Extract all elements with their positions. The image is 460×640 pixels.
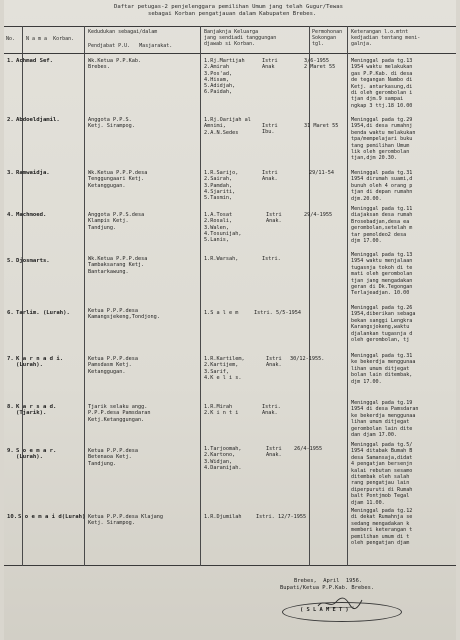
signer-name: ( S L A M E T ) bbox=[300, 607, 349, 613]
row-keterangan: Meninggal pada tg.12 di dekat Rumahnja se sedang mengadakan k memberi keterangan t pemilihan umum di t oleh pengatjan djam bbox=[351, 508, 413, 547]
header-keterangan-2: kedjadian tentang meni- bbox=[351, 35, 421, 41]
header-permohonan-2: Sokongan bbox=[312, 35, 337, 41]
row-keterangan: Meninggal pada tg.26 1954,diberikan sebaga bekan sanggi Lengkra Karangsjokeng,waktu djalankan tugasnja d oleh gerombolan, tj bbox=[351, 305, 416, 344]
row-kedudukan: Tjarik selaku angg. P.P.P.desa Pamsdaran Ketj.Ketanggungan. bbox=[88, 404, 151, 423]
row-status: Istri Anak. bbox=[266, 356, 282, 369]
row-tanggal: 29/11-54 bbox=[309, 170, 334, 176]
header-nama: N a m a Korban. bbox=[26, 36, 75, 42]
row-status: Istri. Anak. bbox=[262, 404, 281, 417]
row-status: Istri Anak bbox=[262, 58, 278, 71]
row-keterangan: Meninggal pada tg.11 diajaksan desa rumah Brosebadjan,desa ea gerombolan,setelah m tar pemoldeo2 desa djm 17.00. bbox=[351, 206, 413, 245]
row-kedudukan: Ketua P.P.P.desa Kamangsjekeng,Tondjong. bbox=[88, 308, 160, 321]
row-keluarga: 1.Rj.Martijah 2.Amirah 3.Pos'ad, 4.Hisam, 5.Adidjah, 6.Paidah, bbox=[204, 58, 245, 96]
header-keluarga-1: Banjaknja Keluarga bbox=[204, 29, 259, 35]
row-keterangan: Meninggal pada tg.29 1954,di desa rumahnj benda waktu melakukan tpa/mempelajari buku tang pemilihan Umum lik oleh gerombolan tjan,djm 20.30. bbox=[351, 117, 416, 162]
row-keluarga: 1.R.Sarijo, 2.Sairah, 3.Pamdah, 4.Sjariti, 5.Tasmin, bbox=[204, 170, 239, 202]
col-divider-4 bbox=[309, 26, 310, 566]
row-kedudukan: Wk.Ketua P.P.P.desa Tenggungaari Ketj. Ketanggugan. bbox=[88, 170, 148, 189]
row-nama: S o e m a i d(Lurah) bbox=[18, 514, 86, 520]
row-keluarga: 1.Rj.Oarijah al Amnimi, 2.A.N.Sedes bbox=[204, 117, 251, 136]
row-keterangan: Meninggal pada tg.19 1954 di desa Pamsdaran ke bekerdja menggunaa lihan umum ditjegat gerombolan lain dite dan djam 17.00. bbox=[351, 400, 419, 439]
header-kedudukan-1: Kedudukan sebagai/dalam bbox=[88, 29, 158, 35]
row-nama: Ramwaidja. bbox=[16, 170, 50, 176]
row-status: Istri Anak. bbox=[266, 446, 282, 459]
row-no: 4. bbox=[7, 212, 14, 218]
col-divider-1 bbox=[22, 26, 23, 566]
row-status: Istri. bbox=[256, 514, 275, 520]
row-tanggal: 12/7-1955 bbox=[278, 514, 307, 520]
row-keterangan: Meninggal pada tg.13 1954 waktu melakukan gas P.P.Kab. di desa de tegangan Nambo di Ketj. antarkasung,di di oleh gerombolan i tjan djm.9 sampai ngkap 3 ttj.18 10.00 bbox=[351, 58, 413, 109]
header-bottom-rule bbox=[4, 53, 456, 54]
row-status: Istri Anak. bbox=[266, 212, 282, 225]
row-no: 6. bbox=[7, 310, 14, 316]
row-status: Istri Ibu. bbox=[262, 123, 278, 136]
row-tanggal: 3/6-1955 2 Maret 55 bbox=[304, 58, 336, 71]
header-no: No. bbox=[6, 36, 16, 42]
row-keluarga: 1.R.Djumilah bbox=[204, 514, 242, 520]
document-title bbox=[114, 4, 414, 18]
signer-title: Bupati/Ketua P.P.Kab. Brebes. bbox=[280, 585, 375, 591]
row-nama: K a r n a d i. (Lurah). bbox=[16, 356, 64, 369]
header-keterangan-1: Keterangan l.o.mtnt bbox=[351, 29, 409, 35]
row-no: 2. bbox=[7, 117, 14, 123]
row-tanggal: 5/5-1954 bbox=[276, 310, 301, 316]
row-kedudukan: Ketua P.P.P.desa Klajang Ketj. Sirampog. bbox=[88, 514, 163, 527]
col-divider-3 bbox=[200, 26, 201, 566]
row-nama: Abdoeldjamil. bbox=[16, 117, 60, 123]
paper-sheet bbox=[4, 0, 456, 640]
place-date: Brebes, April 1956. bbox=[294, 578, 363, 584]
row-tanggal: 30/12-1955. bbox=[290, 356, 325, 362]
row-no: 10. bbox=[7, 514, 18, 520]
row-kedudukan: Ketua P.P.P.desa Betenaoa Ketj. Tandjung. bbox=[88, 448, 138, 467]
row-kedudukan: Wk.Ketua P.P.Kab. Brebes. bbox=[88, 58, 142, 71]
header-kedudukan-2: Pendjabat P.U. Masjarakat. bbox=[88, 43, 173, 49]
row-nama: S o e m a r. (Lurah). bbox=[16, 448, 57, 461]
row-no: 3. bbox=[7, 170, 14, 176]
title-line-2: sebagai Korban pengatjauan dalam Kabupaten Brebes. bbox=[148, 11, 317, 17]
table-bottom-rule bbox=[4, 565, 456, 566]
row-keluarga: 1.S a l e m bbox=[204, 310, 239, 316]
row-tanggal: 26/4-1955 bbox=[294, 446, 323, 452]
row-no: 1. bbox=[7, 58, 14, 64]
row-status: Istri Anak. bbox=[262, 170, 278, 183]
row-nama: Machmoed. bbox=[16, 212, 47, 218]
table-top-rule bbox=[4, 26, 456, 27]
row-tanggal: 29/4-1955 bbox=[304, 212, 333, 218]
title-line-1: Daftar petugas-2 penjelenggara pemilihan Umum jang telah Gugur/Tewas bbox=[114, 4, 344, 10]
header-keterangan-3: galnja. bbox=[351, 41, 373, 47]
header-permohonan-1: Permohonan bbox=[312, 29, 343, 35]
row-nama: K a r s a d. (Tjarik). bbox=[16, 404, 57, 417]
row-keluarga: 1.Tarjoomah, 2.Kartono, 3.Widjan, 4.Daranijah. bbox=[204, 446, 242, 471]
row-keluarga: 1.A.Tosat 2.Rosali, 3.Walen, 4.Tosunijah, 5.Lanis, bbox=[204, 212, 242, 244]
row-tanggal: 31 Maret 55 bbox=[304, 123, 339, 129]
row-no: 9. bbox=[7, 448, 14, 454]
col-divider-2 bbox=[84, 26, 85, 566]
row-status: Istri. bbox=[262, 256, 281, 262]
col-divider-5 bbox=[347, 26, 348, 566]
row-keterangan: Meninggal pada tg.31 ke bekerdja menggunaa lihan umum ditjegat bolan lain ditembak, djm 17.00. bbox=[351, 353, 416, 385]
header-keluarga-3: djawab si Korban. bbox=[204, 41, 256, 47]
header-keluarga-2: jang sendiadi tanggungan bbox=[204, 35, 277, 41]
row-keterangan: Meninggal pada tg.5/ 1954 ditabak Bumah B desa Samansaja,didat 4 pengatjan bersenjn kalai rebutan sesamo ditembak oleh salah rang pengatjau lain diperpuruti di Rumah balt Pontjmob Tegal djam 11.00. bbox=[351, 442, 413, 506]
row-keluarga: 1.R.Warsah, bbox=[204, 256, 239, 262]
row-status: Istri. bbox=[254, 310, 273, 316]
row-keluarga: 1.R.Kartilem, 2.Kartijem, 3.Sarif, 4.K e l i s. bbox=[204, 356, 245, 381]
row-keluarga: 1.R.Mirah 2.K i n t i bbox=[204, 404, 239, 417]
row-no: 7. bbox=[7, 356, 14, 362]
row-kedudukan: Ketua P.P.P.desa Pamsdasm Ketj. Ketanggugan. bbox=[88, 356, 138, 375]
row-keterangan: Meninggal pada tg.13 1954 waktu menjalaan tugasnja tokoh di te mati oleh gerombolan tjan jang mengadakan geran di Dk.Tegongan Terlajeadjan. 10.00 bbox=[351, 252, 413, 297]
row-kedudukan: Anggota P.P.S. Ketj. Sirampog. bbox=[88, 117, 135, 130]
row-nama: Achmad Sef. bbox=[16, 58, 54, 64]
row-keterangan: Meninggal pada tg.31 1954 dirumah suami,d bunuh oleh 4 orang p tjan di depan rumahn djm.20.00. bbox=[351, 170, 413, 202]
row-kedudukan: Anggota P.P.S.desa Klampis Ketj. Tandjung. bbox=[88, 212, 145, 231]
row-no: 8. bbox=[7, 404, 14, 410]
header-permohonan-3: tgl. bbox=[312, 41, 325, 47]
row-nama: Djosmarts. bbox=[16, 258, 50, 264]
row-no: 5. bbox=[7, 258, 14, 264]
row-kedudukan: Wk.Ketua P.P.P.desa Tambaksarang Ketj. Bantarkawung. bbox=[88, 256, 148, 275]
row-nama: Tarlim. (Lurah). bbox=[16, 310, 70, 316]
